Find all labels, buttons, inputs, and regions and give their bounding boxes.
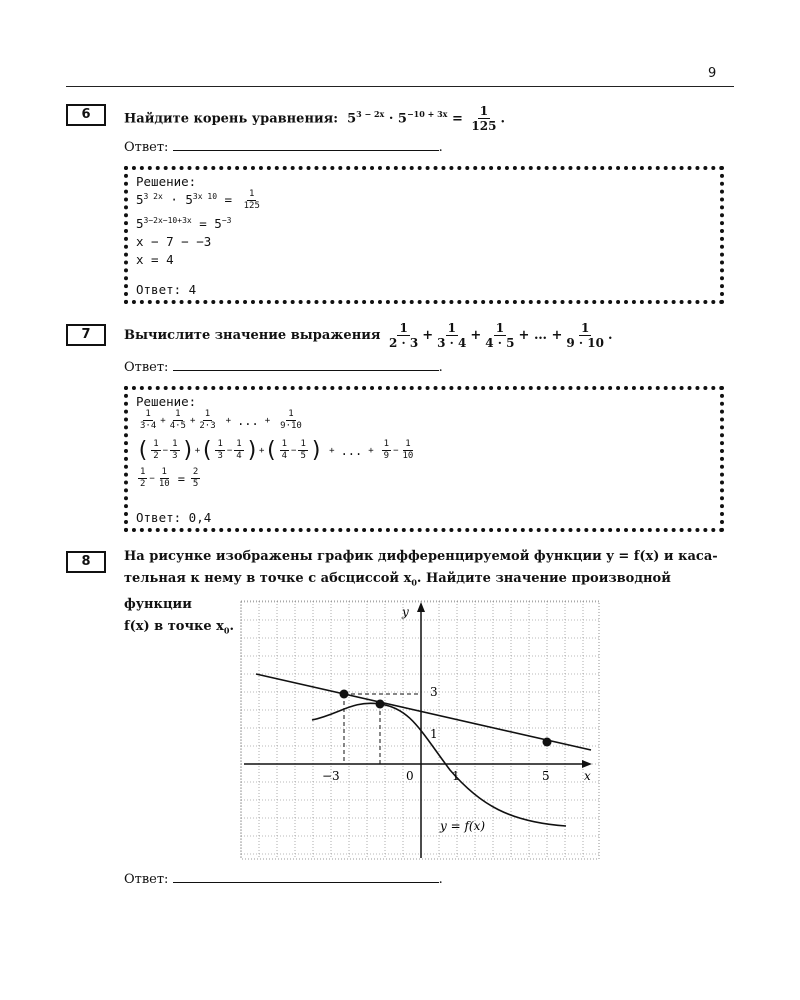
y-tick-3: 3: [430, 685, 438, 699]
y-axis-label: y: [402, 605, 409, 619]
tangent-line: [256, 674, 591, 750]
origin-label: 0: [406, 769, 414, 783]
q6-solution-line2: $5^{3-2x-10+3x} = 5^{-3}$: [136, 216, 232, 232]
q7-solution-box: [124, 386, 724, 532]
x-axis-arrow: [582, 760, 592, 768]
q7-answer-field[interactable]: [173, 358, 439, 371]
q8-prompt: На рисунке изображены график дифференцируемой функции y = f(x) и каса- тельная к нему в точке с абсциссой $x_0$. Найдите значение производной функции f(x) в точке $x_0$.: [124, 549, 718, 636]
q6-solution-answer: Ответ: 4: [136, 282, 197, 297]
q7-solution-answer: Ответ: 0,4: [136, 510, 212, 525]
q6-solution-box: [124, 166, 724, 304]
tangent-point-neg3-3: [340, 690, 349, 699]
q8-answer-field[interactable]: [173, 870, 439, 883]
function-label: y = f(x): [440, 819, 486, 833]
q6-solution-heading: Решение:: [136, 174, 197, 189]
page-number: 9: [708, 66, 717, 81]
q7-solution-line1: $\frac{1}{3\cdot 4}$ + $\frac{1}{4\cdot 5}$ + $\frac{1}{2\cdot 3}$ + ... + $\frac{1}{9\cdot 10}$: [140, 409, 302, 431]
q6-answer-field[interactable]: [173, 138, 439, 151]
y-axis-arrow: [417, 602, 425, 612]
tangency-point-x0: [376, 700, 385, 709]
task-number-6: 6: [66, 104, 106, 126]
q7-solution-heading: Решение:: [136, 394, 197, 409]
y-tick-1: 1: [430, 727, 438, 741]
q7-answer-line: Ответ: .: [124, 360, 443, 375]
q6-solution-line4: x = 4: [136, 252, 174, 267]
tangent-point-5-1: [543, 738, 552, 747]
q7-prompt: Вычислите значение выражения $\frac{1}{2 \cdot 3}$ + $\frac{1}{3 \cdot 4}$ + $\frac{1}{4 \cdot 5}$ + … + $\frac{1}{9 \cdot 10}$ .: [124, 321, 613, 350]
q6-answer-line: Ответ: .: [124, 140, 443, 155]
q6-prompt: Найдите корень уравнения: $5^{3 - 2x} \cdot 5^{-10 + 3x}$ = $\frac{1}{125}$ .: [124, 104, 505, 134]
x-tick-5: 5: [542, 769, 550, 783]
q6-solution-line1: $5^{3 2x} \cdot 5^{3x 10}$ = $\frac{1}{125}$: [136, 189, 260, 211]
task-number-8: 8: [66, 551, 106, 573]
x-tick-1: 1: [452, 769, 460, 783]
function-graph: [240, 600, 600, 860]
header-rule: [66, 86, 734, 87]
x-tick-neg3: −3: [322, 769, 340, 783]
q7-solution-line2: ( $\frac{1}{2}$ − $\frac{1}{3}$ ) + ( $\frac{1}{3}$ − $\frac{1}{4}$ ) + ( $\frac{1}{4}$ − $\frac{1}{5}$ ) + ... + $\frac{1}{9}$ − $\frac{1}{10}$: [136, 438, 414, 463]
task-number-7: 7: [66, 324, 106, 346]
x-axis-label: x: [584, 769, 591, 783]
q7-solution-line3: $\frac{1}{2}$ − $\frac{1}{10}$ = $\frac{2}{5}$: [140, 467, 199, 489]
q6-solution-line3: x − 7 − −3: [136, 234, 212, 249]
q8-answer-line: Ответ: .: [124, 872, 443, 887]
